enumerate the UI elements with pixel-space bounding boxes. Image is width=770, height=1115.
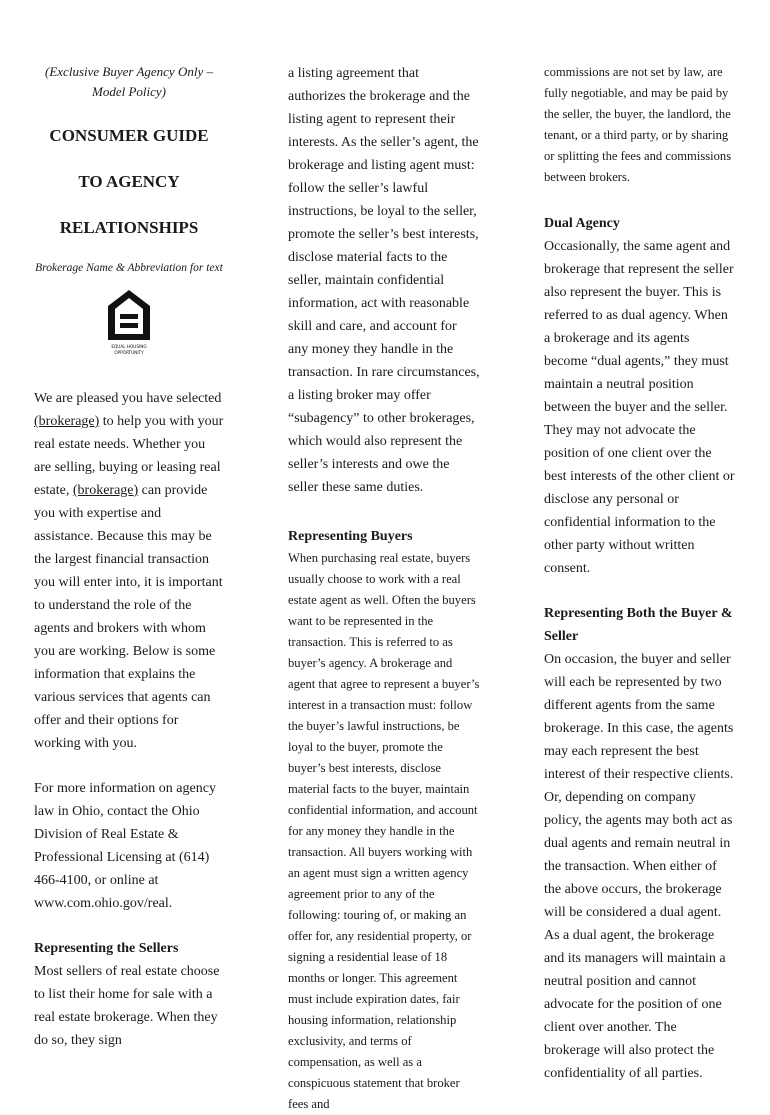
- column-2: [288, 62, 480, 1115]
- buyers-heading: Representing Buyers: [288, 529, 413, 544]
- fees-paragraph-cont: commissions are not set by law, are fully negotiable, and may be paid by the seller, the buyer, the landlord, the tenant, or a third party, or by sharing or splitting the fees and commissions between brokers.: [544, 65, 732, 184]
- logo-text-line-1: EQUAL HOUSING: [111, 344, 147, 349]
- sellers-heading: Representing the Sellers: [34, 941, 179, 956]
- logo-text-line-2: OPPORTUNITY: [114, 350, 144, 355]
- title-line-1: CONSUMER GUIDE: [49, 126, 209, 145]
- dual-agency-heading: Dual Agency: [544, 216, 620, 231]
- both-buyer-seller-heading: Representing Both the Buyer & Seller: [544, 606, 733, 644]
- brokerage-link: (brokerage): [72, 483, 139, 498]
- brokerage-link: (brokerage): [34, 414, 100, 429]
- brokerage-name-placeholder: Brokerage Name & Abbreviation for text: [35, 262, 223, 274]
- more-info-paragraph: For more information on agency law in Ohio, contact the Ohio Division of Real Estate & Professional Licensing at (614) 466-4100, or online at www.com.ohio.gov/real.: [34, 781, 216, 911]
- equal-housing-logo: [34, 288, 224, 365]
- equal-housing-icon: [106, 288, 152, 360]
- title-line-2: TO AGENCY: [78, 172, 180, 191]
- both-buyer-seller-paragraph: On occasion, the buyer and seller will each be represented by two different agents from the same brokerage. In this case, the agents may each represent the best interest of their respective clients. Or, depending on company policy, the agents may both act as dual agents and remain neutral in the transaction. When either of the above occurs, the brokerage will be considered a dual agent. As a dual agent, the brokerage and its managers will maintain a neutral position and cannot advocate for the position of one client over another. The brokerage will also protect the confidentiality of all parties.: [544, 652, 734, 1081]
- buyers-paragraph: When purchasing real estate, buyers usually choose to work with a real estate agent as well. Often the buyers want to be represented in the transaction. This is referred to as buyer’s agency. A brokerage and agent that agree to represent a buyer’s interest in a transaction must: follow the buyer’s lawful instructions, be loyal to the buyer, promote the buyer’s best interests, disclose material facts to the buyer, maintain confidential information, and account for any money they handle in the transaction. All buyers working with an agent must sign a written agency agreement prior to any of the following: touring of, or making an offer for, any residential property, or signing a residential lease of 18 months or longer. This agreement must include expiration dates, fair housing information, relationship exclusivity, and terms of compensation, as well as a conspicuous statement that broker fees and: [288, 551, 480, 1111]
- column-3: [544, 62, 736, 1085]
- sellers-paragraph: Most sellers of real estate choose to list their home for sale with a real estate brokerage. When they do so, they sign: [34, 964, 220, 1048]
- sellers-paragraph-cont: a listing agreement that authorizes the brokerage and the listing agent to represent their interests. As the seller’s agent, the brokerage and listing agent must: follow the seller’s lawful instructions, be loyal to the seller, promote the seller’s best interests, disclose material facts to the seller, maintain confidential information, act with reasonable skill and care, and account for any money they handle in the transaction. In rare circumstances, a listing broker may offer “subagency” to other brokerages, which would also represent the seller’s interests and owe the seller these same duties.: [288, 66, 480, 495]
- column-1: [34, 62, 224, 1052]
- title-line-3: RELATIONSHIPS: [59, 218, 199, 237]
- policy-note: (Exclusive Buyer Agency Only – Model Policy): [45, 64, 213, 99]
- intro-paragraph: We are pleased you have selected (brokerage) to help you with your real estate needs. Whether you are selling, buying or leasing real estate, (brokerage) can provide you with expertise and assistance. Because this may be the largest financial transaction you will enter into, it is important to understand the role of the agents and brokers with whom you are working. Below is some information that explains the various services that agents can offer and their options for working with you.: [34, 391, 224, 751]
- dual-agency-paragraph: Occasionally, the same agent and brokerage that represent the seller also represent the buyer. This is referred to as dual agency. When a brokerage and its agents become “dual agents,” they must maintain a neutral position between the buyer and the seller. They may not advocate the position of one client over the best interests of the other client or disclose any personal or confidential information to the other party without written consent.: [544, 239, 735, 576]
